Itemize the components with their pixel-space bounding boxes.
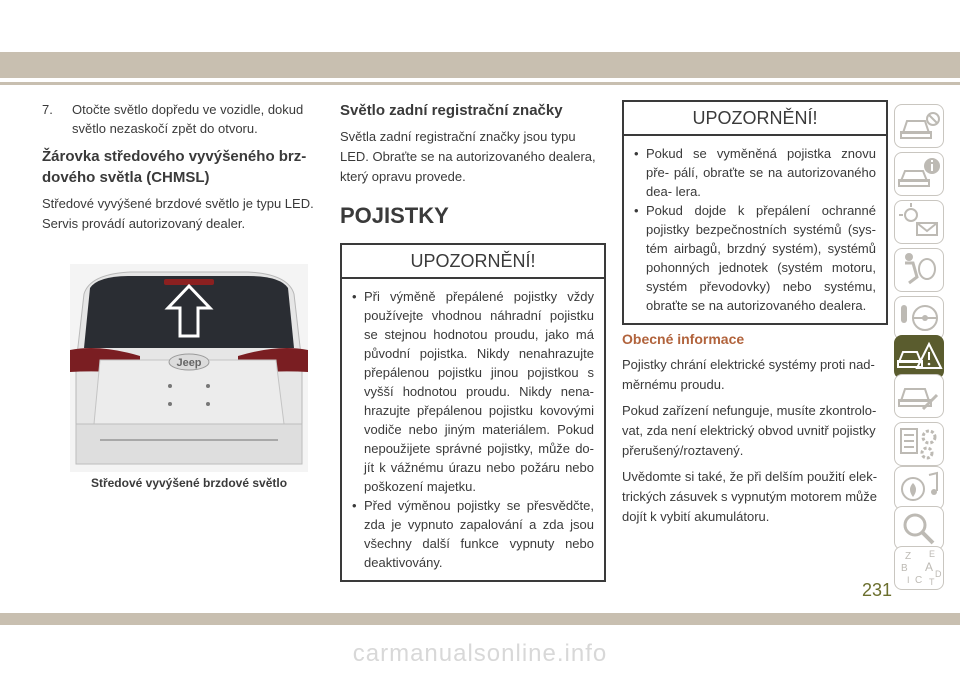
plate-light-body: Světla zadní registrační značky jsou typu LED. Obraťte se na autorizovaného dealera, který opravu provede. [340,129,596,184]
watermark-text: carmanualsonline.info [352,640,608,667]
index-letter: Z [905,551,912,562]
left-column [42,100,322,490]
car-info-icon [895,153,943,195]
general-info-heading: Obecné informace [622,331,745,347]
tab-alphabetical-index[interactable] [894,546,944,590]
step-text: Otočte světlo dopředu ve vozidle, dokud světlo nezaskočí zpět do otvoru. [72,102,304,136]
warning-list [342,279,604,580]
search-magnifier-icon [895,507,943,549]
specifications-gears-icon [895,423,943,465]
chmsl-heading: Žárovka středového vyvýšeného brz- dového světla (CHMSL) [42,148,307,186]
alphabet-index-icon [895,547,943,589]
tab-airbag-seat[interactable] [894,248,944,292]
jeep-badge: Jeep [176,357,202,369]
tab-specifications[interactable] [894,422,944,466]
chmsl-body: Středové vyvýšené brzdové světlo je typu LED. Servis provádí autorizovaný dealer. [42,196,314,231]
index-letter: D [935,569,942,579]
dashboard-lights-icon [895,201,943,243]
tab-car-service[interactable] [894,374,944,418]
car-warning-icon [895,105,943,147]
step-number: 7. [42,102,53,117]
general-info-paragraph: Pokud zařízení nefunguje, musíte zkontrolo- vat, zda není elektrický obvod uvnitř pojistky přerušený/roztavený. [622,403,877,458]
hazard-triangle-car-icon [895,336,943,378]
warning-item: • Pokud dojde k přepálení ochranné pojistky bezpečnostních systémů (sys- tém airbagů, brzdný systém), systémů pohonných jednotek (systém motoru, systém převodovky) nebo systému, obraťte se na autorizovaného dealera. [634,203,876,313]
general-info-paragraph: Pojistky chrání elektrické systémy proti nad- měrnému proudu. [622,357,875,392]
right-column [622,100,888,533]
tab-car-info[interactable] [894,152,944,196]
header-band [0,52,960,78]
warning-item: • Při výměně přepálené pojistky vždy používejte vhodnou náhradní pojistku se stejnou hodnotou proudu, jako má původní pojistka. Nikdy nenahrazujte přepálenou pojistku jinou pojistkou s vyšší hodnotou proudu. Nikdy nena- hrazujte přepálenou pojistku kovovými vodiče nebo jiným materiálem. Pokud nepoužijete správné pojistky, může do- jít k vážnému úrazu nebo požáru nebo poškození majetku. [352,289,594,494]
warning-title: UPOZORNĚNÍ! [342,245,604,279]
tab-hazard-triangle-car[interactable] [894,335,944,379]
index-letter: E [929,549,936,559]
warning-box-dealer [622,100,888,325]
index-letter: I [907,575,910,585]
figure-caption: Středové vyvýšené brzdové světlo [90,476,288,490]
fuses-section-title: POJISTKY [340,203,449,228]
tab-dashboard-lights[interactable] [894,200,944,244]
index-letter: T [929,577,935,587]
plate-light-heading: Světlo zadní registrační značky [340,102,563,119]
header-rule [0,82,960,85]
warning-title: UPOZORNĚNÍ! [624,102,886,136]
page-number: 231 [862,580,893,600]
tab-search[interactable] [894,506,944,550]
general-info-paragraph: Uvědomte si také, že při delším použití elek- trických zásuvek s vypnutým motorem může dojít k vybití akumulátoru. [622,469,878,524]
index-letter: A [925,560,934,574]
vehicle-rear-illustration [70,264,308,472]
multimedia-music-icon [895,467,943,509]
tab-car-warning[interactable] [894,104,944,148]
tab-steering-wheel[interactable] [894,296,944,340]
rear-vehicle-photo [70,264,308,472]
footer-band [0,613,960,625]
warning-list [624,136,886,323]
middle-column [340,100,606,582]
warning-item: • Před výměnou pojistky se přesvědčte, zda je vypnuto zapalování a zda jsou všechny další funkce vypnuty nebo deaktivovány. [352,498,594,570]
tab-multimedia[interactable] [894,466,944,510]
index-letter: C [915,575,923,586]
step-item [42,100,322,138]
warning-box-fuses [340,243,606,582]
index-letter: B [901,563,908,574]
car-service-icon [895,375,943,417]
airbag-seat-icon [895,249,943,291]
steering-wheel-icon [895,297,943,339]
warning-item: • Pokud se vyměněná pojistka znovu pře- pálí, obraťte se na autorizovaného dea- lera. [634,146,876,199]
